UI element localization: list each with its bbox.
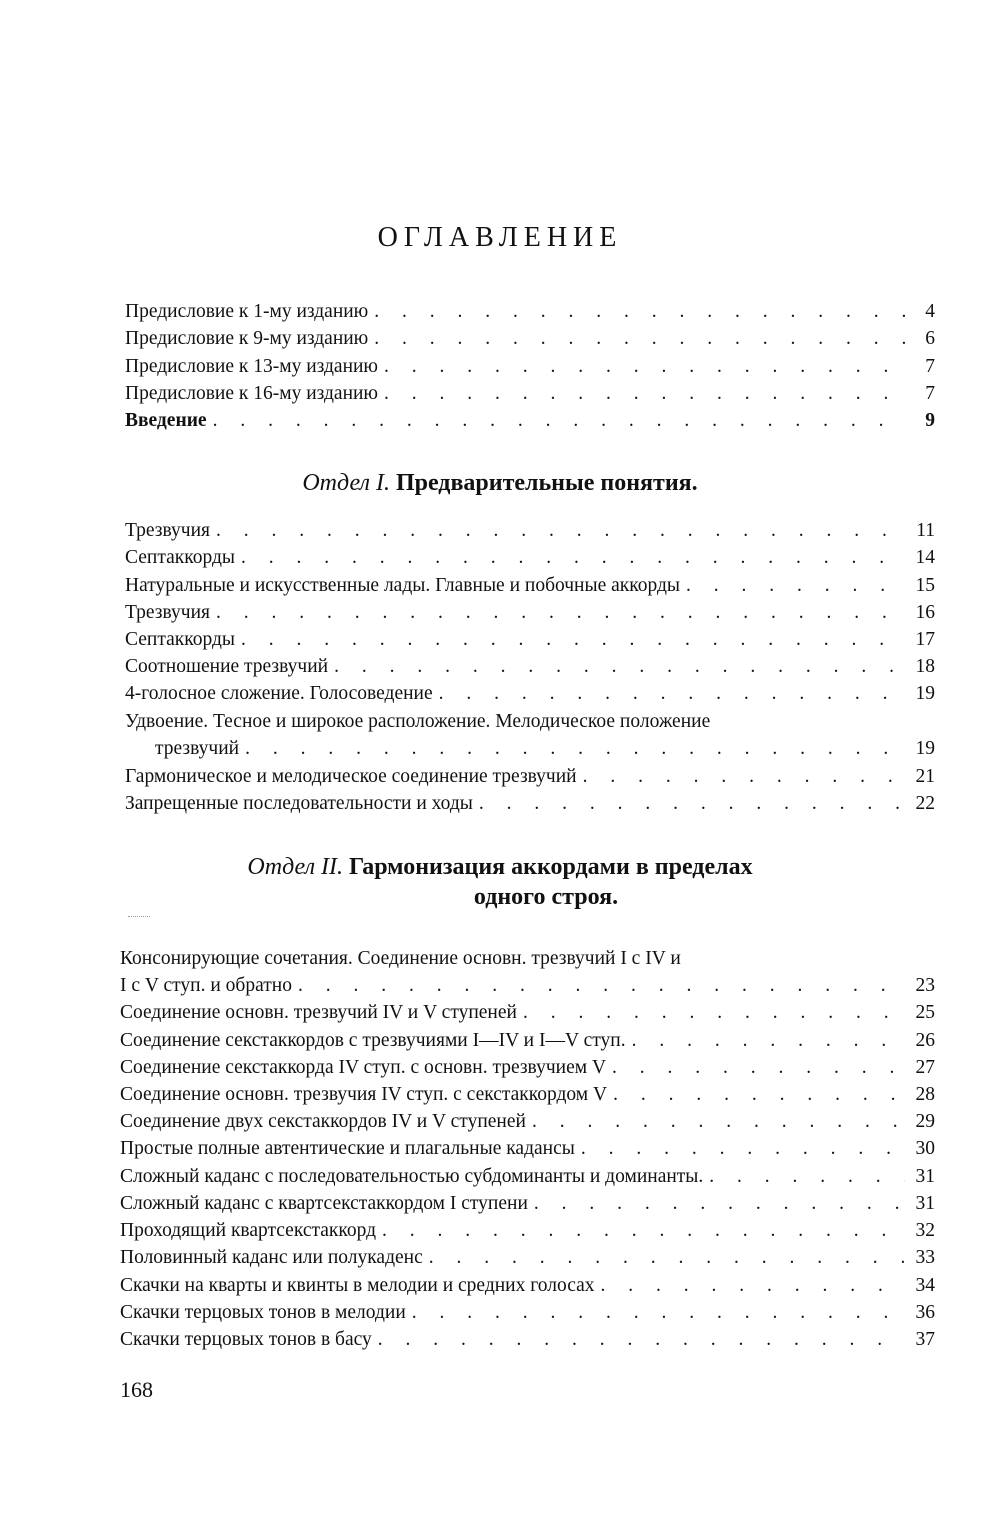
toc-entry-page: 15 bbox=[915, 575, 935, 596]
toc-entry bbox=[120, 1054, 935, 1081]
toc-entry bbox=[120, 1163, 935, 1190]
toc-entry-text: 4-голосное сложение. Голосоведение bbox=[125, 680, 439, 707]
toc-entry bbox=[125, 763, 935, 790]
section-label: Отдел I. bbox=[302, 470, 390, 496]
toc-entry-text: Скачки терцовых тонов в басу bbox=[120, 1326, 378, 1353]
toc-entry-page: 19 bbox=[915, 738, 935, 759]
toc-entry-text: Септаккорды bbox=[125, 544, 241, 571]
toc-entry-page: 19 bbox=[915, 683, 935, 704]
toc-entry-text: Простые полные автентические и плагальные кадансы bbox=[120, 1135, 581, 1162]
toc-entry bbox=[120, 1217, 935, 1244]
toc-entry-text: Соотношение трезвучий bbox=[125, 653, 334, 680]
toc-entry-page: 14 bbox=[915, 547, 935, 568]
toc-entry bbox=[125, 790, 935, 817]
toc-entry-text: Сложный каданс с квартсекстаккордом I ступени bbox=[120, 1190, 534, 1217]
toc-entry-page: 29 bbox=[915, 1111, 935, 1132]
toc-entry-text: Трезвучия bbox=[125, 599, 216, 626]
toc-entry-text: Соединение секстаккордов с трезвучиями I—IV и I—V ступ. bbox=[120, 1027, 632, 1054]
section-title: одного строя. bbox=[473, 884, 619, 910]
toc-entry-page: 7 bbox=[925, 356, 935, 377]
section-label: Отдел II. bbox=[247, 854, 344, 880]
toc-entry bbox=[125, 298, 935, 325]
toc-entry bbox=[120, 1081, 935, 1108]
toc-entry-first-line bbox=[120, 945, 935, 972]
toc-entry-page: 30 bbox=[915, 1138, 935, 1159]
toc-entry-page: 25 bbox=[915, 1002, 935, 1023]
section-title: Гармонизация аккордами в пределах bbox=[349, 854, 753, 880]
page-title: ОГЛАВЛЕНИЕ bbox=[377, 222, 623, 253]
divider bbox=[128, 916, 150, 917]
toc-entry bbox=[125, 626, 935, 653]
toc-entry bbox=[120, 1135, 935, 1162]
toc-entry-page: 32 bbox=[915, 1220, 935, 1241]
toc-entry bbox=[125, 544, 935, 571]
toc-entry bbox=[120, 1326, 935, 1353]
toc-entry bbox=[120, 1027, 935, 1054]
toc-entry-page: 16 bbox=[915, 602, 935, 623]
toc-entry-text: Предисловие к 9-му изданию bbox=[125, 325, 374, 352]
toc-entry-page: 4 bbox=[925, 301, 935, 322]
toc-entry bbox=[120, 1108, 935, 1135]
toc-entry-page: 33 bbox=[915, 1247, 935, 1268]
toc-entry bbox=[120, 1272, 935, 1299]
toc-entry-text: Предисловие к 1-му изданию bbox=[125, 298, 374, 325]
toc-entry-page: 23 bbox=[915, 975, 935, 996]
section-heading bbox=[0, 468, 1000, 499]
toc-entry-page: 36 bbox=[915, 1302, 935, 1323]
toc-entry-page: 31 bbox=[915, 1193, 935, 1214]
toc-entry-text: Проходящий квартсекстаккорд bbox=[120, 1217, 382, 1244]
toc-entry bbox=[125, 353, 935, 380]
toc-entry bbox=[120, 1244, 935, 1271]
toc-entry bbox=[120, 1299, 935, 1326]
toc-entry-text: Половинный каданс или полукаденс bbox=[120, 1244, 429, 1271]
toc-entry-page: 37 bbox=[915, 1329, 935, 1350]
toc-entry bbox=[125, 517, 935, 544]
toc-entry-text: трезвучий bbox=[155, 735, 245, 762]
toc-entry-text: Удвоение. Тесное и широкое расположение. Мелодическое положение bbox=[125, 711, 711, 732]
toc-entry-text: Соединение основн. трезвучий IV и V ступеней bbox=[120, 999, 523, 1026]
toc-entry-text: Сложный каданс с последовательностью субдоминанты и доминанты. bbox=[120, 1163, 709, 1190]
toc-entry-page: 27 bbox=[915, 1057, 935, 1078]
toc-entry-first-line bbox=[125, 708, 935, 735]
toc-entry bbox=[120, 1190, 935, 1217]
section-title: Предварительные понятия. bbox=[395, 470, 698, 496]
toc-entry bbox=[125, 380, 935, 407]
section-heading bbox=[0, 852, 1000, 883]
toc-entry-page: 21 bbox=[915, 766, 935, 787]
toc-entry-text: Скачки на кварты и квинты в мелодии и средних голосах bbox=[120, 1272, 601, 1299]
toc-entry bbox=[155, 735, 935, 762]
toc-entry-text: Запрещенные последовательности и ходы bbox=[125, 790, 479, 817]
toc-entry-page: 17 bbox=[915, 629, 935, 650]
toc-entry-page: 7 bbox=[925, 383, 935, 404]
toc-entry-text: Консонирующие сочетания. Соединение основн. трезвучий I с IV и bbox=[120, 948, 681, 969]
toc-entry-text: Соединение основн. трезвучия IV ступ. с секстаккордом V bbox=[120, 1081, 613, 1108]
toc-entry bbox=[120, 999, 935, 1026]
toc-entry-text: Натуральные и искусственные лады. Главные и побочные аккорды bbox=[125, 572, 686, 599]
page-number: 168 bbox=[120, 1377, 153, 1402]
toc-entry-text: I с V ступ. и обратно bbox=[120, 972, 298, 999]
toc-entry bbox=[125, 325, 935, 352]
toc-entry-text: Введение bbox=[125, 407, 213, 434]
toc-entry-text: Скачки терцовых тонов в мелодии bbox=[120, 1299, 412, 1326]
toc-entry-text: Предисловие к 16-му изданию bbox=[125, 380, 384, 407]
section-heading-line2 bbox=[0, 882, 1000, 913]
toc-entry-text: Трезвучия bbox=[125, 517, 216, 544]
toc-entry-page: 18 bbox=[915, 656, 935, 677]
toc-entry-text: Соединение секстаккорда IV ступ. с основн. трезвучием V bbox=[120, 1054, 612, 1081]
toc-entry-page: 34 bbox=[915, 1275, 935, 1296]
toc-entry-page: 26 bbox=[915, 1030, 935, 1051]
toc-entry bbox=[120, 972, 935, 999]
toc-entry-text: Соединение двух секстаккордов IV и V ступеней bbox=[120, 1108, 532, 1135]
toc-entry bbox=[125, 407, 935, 434]
toc-entry-page: 9 bbox=[925, 410, 935, 431]
toc-entry-page: 28 bbox=[915, 1084, 935, 1105]
toc-entry-text: Септаккорды bbox=[125, 626, 241, 653]
toc-entry-text: Предисловие к 13-му изданию bbox=[125, 353, 384, 380]
toc-entry-page: 11 bbox=[916, 520, 935, 541]
toc-entry bbox=[125, 599, 935, 626]
toc-entry bbox=[125, 680, 935, 707]
toc-entry bbox=[125, 572, 935, 599]
toc-entry-page: 31 bbox=[915, 1166, 935, 1187]
toc-entry-text: Гармоническое и мелодическое соединение трезвучий bbox=[125, 763, 583, 790]
toc-entry-page: 6 bbox=[925, 328, 935, 349]
toc-entry-page: 22 bbox=[915, 793, 935, 814]
toc-entry bbox=[125, 653, 935, 680]
